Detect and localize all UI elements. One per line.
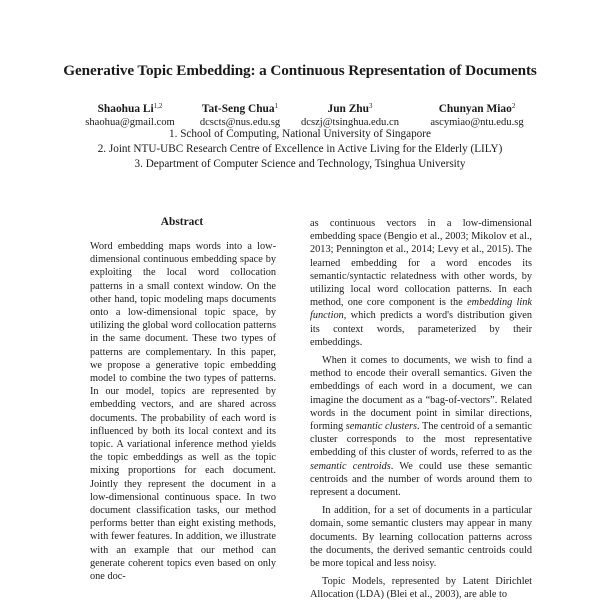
author-name: Chunyan Miao	[438, 103, 512, 115]
author-email: dcszj@tsinghua.edu.cn	[300, 117, 399, 128]
intro-paragraph-1: as continuous vectors in a low-dimensional embedding space (Bengio et al., 2003; Mikolov et al., 2013; Pennington et al., 2014; Levy et al., 2015). The learned embedding for a word encodes its semantic/syntactic relatedness with other words, by utilizing local word collocation patterns. In each method, one core component is the embedding link function, which predicts a word's distribution given its context words, parameterized by their embeddings.	[310, 218, 532, 348]
author-affil-sup: 2	[511, 102, 516, 110]
paper-title: Generative Topic Embedding: a Continuous Representation of Documents	[63, 62, 537, 79]
emph-term: semantic clusters	[345, 421, 418, 433]
abstract-heading: Abstract	[160, 216, 204, 228]
author-name: Jun Zhu	[327, 103, 369, 115]
affiliations	[0, 127, 600, 173]
author-name: Shaohua Li	[97, 103, 154, 115]
abstract-column	[90, 240, 276, 583]
intro-column	[310, 217, 532, 602]
author-affil-sup: 1	[274, 102, 279, 110]
author-1	[70, 99, 190, 130]
author-name: Tat-Seng Chua	[201, 103, 275, 115]
emph-term: semantic centroids	[310, 460, 391, 472]
affiliation-2: 2. Joint NTU-UBC Research Centre of Excellence in Active Living for the Elderly (LILY)	[97, 143, 503, 156]
intro-paragraph-4: Topic Models, represented by Latent Dirichlet Allocation (LDA) (Blei et al., 2003), are able to	[310, 576, 532, 601]
author-3	[285, 99, 415, 130]
author-4	[412, 99, 542, 130]
affiliation-1: 1. School of Computing, National University of Singapore	[169, 128, 431, 140]
author-2	[180, 99, 300, 130]
emph-term: embedding link function	[310, 297, 532, 322]
author-email: ascymiao@ntu.edu.sg	[430, 117, 524, 128]
author-affil-sup: 3	[368, 102, 373, 110]
intro-paragraph-3: In addition, for a set of documents in a particular domain, some semantic clusters may appear in many documents. By learning collocation patterns across the documents, the derived semantic centroids could be more topical and less noisy.	[310, 505, 532, 570]
author-email: dcscts@nus.edu.sg	[199, 117, 281, 128]
intro-paragraph-2: When it comes to documents, we wish to find a method to encode their overall semantics. Given the embeddings of each word in a document, we can imagine the document as a “bag-of-vectors”. Related words in the document point in similar directions, forming semantic clusters. The centroid of a semantic cluster corresponds to the most representative embedding of this cluster of words, referred to as the semantic centroids. We could use these semantic centroids and the number of words around them to represent a document.	[310, 355, 532, 499]
abstract-text: Word embedding maps words into a low-dimensional continuous embedding space by exploiting the local word collocation patterns in a small context window. On the other hand, topic modeling maps documents onto a low-dimensional topic space, by utilizing the global word collocation patterns in the same document. These two types of patterns are complementary. In this paper, we propose a generative topic embedding model to combine the two types of patterns. In our model, topics are represented by embedding vectors, and are shared across documents. The probability of each word is influenced by both its local context and its topic. A variational inference method yields the topic embeddings as well as the topic mixing proportions for each document. Jointly they represent the document in a low-dimensional continuous space. In two document classification tasks, our method performs better than eight existing methods, with fewer features. In addition, we illustrate with an example that our method can generate coherent topics even based on only one doc-	[90, 241, 276, 583]
author-affil-sup: 1,2	[153, 102, 163, 110]
author-email: shaohua@gmail.com	[85, 117, 175, 128]
affiliation-3: 3. Department of Computer Science and Technology, Tsinghua University	[134, 158, 466, 171]
